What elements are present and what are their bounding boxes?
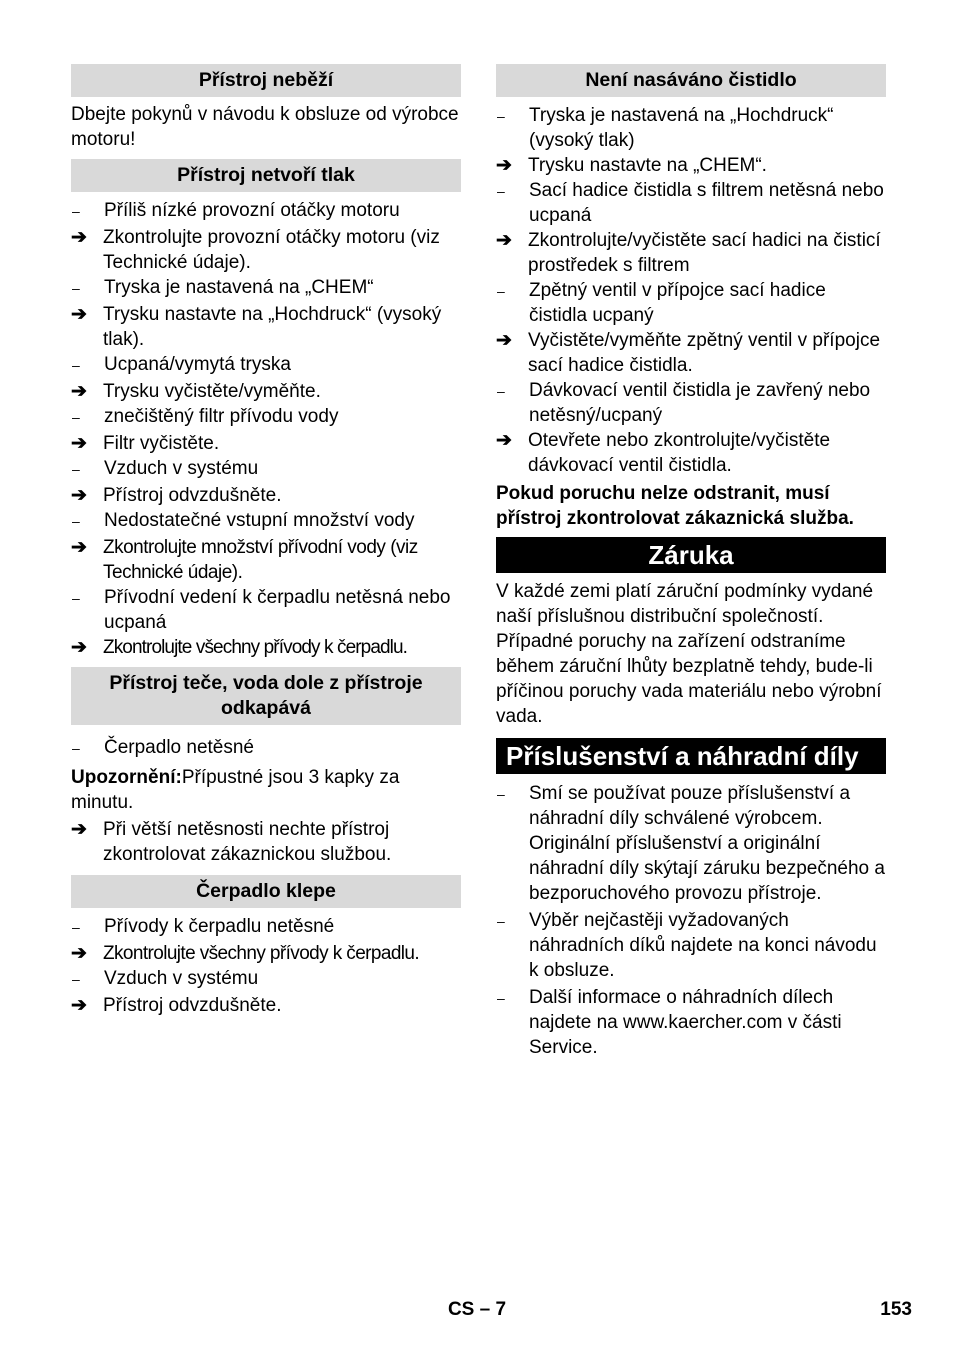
list-item: ➔ Při větší netěsnosti nechte přístroj zkontrolovat zákaznickou službou. (71, 819, 392, 865)
arrow-icon: ➔ (496, 330, 512, 351)
dash-marker: – (72, 280, 80, 296)
list-item: ➔ Přístroj odvzdušněte. (71, 995, 282, 1016)
warranty-text: V každé zemi platí záruční podmínky vydané naší příslušnou distribuční společností. Případné poruchy na zařízení odstraníme během záruční lhůty bezplatně tehdy, bude-li příčinou poruchy vada materiálu nebo výrobní vada. (496, 581, 882, 727)
arrow-icon: ➔ (71, 995, 87, 1016)
heading-device-not-running: Přístroj neběží (71, 64, 461, 97)
list-item: – Smí se používat pouze příslušenství a náhradní díly schválené výrobcem. Originální příslušenství a originální náhradní díly skýtají záruku bezpečného a bezporuchového provozu přístroje. (497, 783, 885, 904)
list-item: – Čerpadlo netěsné (71, 735, 461, 762)
dash-marker: – (497, 383, 505, 399)
arrow-icon: ➔ (71, 637, 87, 658)
list-item: ➔ Vyčistěte/vyměňte zpětný ventil v přípojce sací hadice čistidla. (496, 330, 881, 376)
service-note: Pokud poruchu nelze odstranit, musí přístroj zkontrolovat zákaznická služba. (496, 483, 854, 529)
left-column (71, 64, 461, 1018)
arrow-icon: ➔ (496, 230, 512, 251)
arrow-icon: ➔ (496, 430, 512, 451)
list-item: ➔ Zkontrolujte množství přívodní vody (viz Technické údaje). (71, 537, 418, 583)
dash-marker: – (497, 183, 505, 199)
list-item: – Přívodní vedení k čerpadlu netěsná nebo ucpaná (72, 587, 451, 633)
dash-marker: – (72, 740, 80, 756)
heading-device-leaking: Přístroj teče, voda dole z přístroje odkapává (71, 667, 461, 725)
dash-marker: – (497, 990, 505, 1006)
list-item: ➔ Trysku vyčistěte/vyměňte. (71, 381, 321, 402)
note-text: Přípustné jsou 3 kapky za minutu. (71, 767, 400, 813)
list-item: ➔ Zkontrolujte všechny přívody k čerpadlu. (71, 637, 408, 658)
page-number: 153 (880, 1299, 912, 1320)
dash-marker: – (497, 108, 505, 124)
arrow-icon: ➔ (71, 433, 87, 454)
list-item: – Nedostatečné vstupní množství vody (71, 508, 461, 535)
list-item: – Vzduch v systému (71, 966, 461, 993)
list-item: ➔ Zkontrolujte provozní otáčky motoru (viz Technické údaje). (71, 227, 440, 273)
footer-section-label: CS – 7 (447, 1299, 507, 1320)
arrow-icon: ➔ (71, 485, 87, 506)
leaking-list (71, 735, 461, 867)
list-item: – Výběr nejčastěji vyžadovaných náhradních díků najdete na konci návodu k obsluze. (497, 910, 877, 981)
list-item: ➔ Filtr vyčistěte. (71, 433, 220, 454)
dash-marker: – (72, 203, 80, 219)
list-item: – Dávkovací ventil čistidla je zavřený nebo netěsný/ucpaný (497, 380, 871, 426)
list-item: ➔ Trysku nastavte na „CHEM“. (496, 155, 767, 176)
heading-accessories: Příslušenství a náhradní díly (496, 738, 886, 774)
dash-marker: – (72, 513, 80, 529)
engine-manual-note: Dbejte pokynů v návodu k obsluze od výrobce motoru! (71, 104, 459, 150)
dash-marker: – (497, 283, 505, 299)
list-item: – Přívody k čerpadlu netěsné (71, 914, 461, 941)
list-item: ➔ Trysku nastavte na „Hochdruck“ (vysoký tlak). (71, 304, 442, 350)
list-item: – Tryska je nastavená na „Hochdruck“ (vysoký tlak) (497, 105, 834, 151)
list-item: – Ucpaná/vymytá tryska (71, 352, 461, 379)
list-item: – znečištěný filtr přívodu vody (71, 404, 461, 431)
arrow-icon: ➔ (71, 943, 87, 964)
heading-warranty: Záruka (496, 537, 886, 573)
list-item: – Tryska je nastavená na „CHEM“ (71, 275, 461, 302)
dash-marker: – (72, 461, 80, 477)
dash-marker: – (72, 357, 80, 373)
detergent-list (496, 103, 886, 478)
arrow-icon: ➔ (71, 381, 87, 402)
note-paragraph (71, 765, 461, 815)
dash-marker: – (72, 971, 80, 987)
no-pressure-list (71, 198, 461, 660)
list-item: – Další informace o náhradních dílech najdete na www.kaercher.com v části Service. (497, 987, 842, 1058)
arrow-icon: ➔ (71, 537, 87, 558)
dash-marker: – (72, 409, 80, 425)
heading-no-pressure: Přístroj netvoří tlak (71, 159, 461, 192)
heading-pump-knocking: Čerpadlo klepe (71, 875, 461, 908)
right-column (496, 64, 886, 1060)
list-item: – Vzduch v systému (71, 456, 461, 483)
arrow-icon: ➔ (496, 155, 512, 176)
list-item: – Zpětný ventil v přípojce sací hadice čistidla ucpaný (497, 280, 826, 326)
heading-detergent-not-sucked: Není nasáváno čistidlo (496, 64, 886, 97)
dash-marker: – (72, 919, 80, 935)
list-item: ➔ Zkontrolujte/vyčistěte sací hadici na čisticí prostředek s filtrem (496, 230, 881, 276)
list-item: – Příliš nízké provozní otáčky motoru (71, 198, 461, 225)
accessories-list (496, 781, 886, 1060)
list-item: ➔ Přístroj odvzdušněte. (71, 485, 282, 506)
dash-marker: – (497, 913, 505, 929)
arrow-icon: ➔ (71, 227, 87, 248)
pump-knocking-list (71, 914, 461, 1018)
dash-marker: – (72, 590, 80, 606)
arrow-icon: ➔ (71, 304, 87, 325)
list-item: ➔ Zkontrolujte všechny přívody k čerpadlu. (71, 943, 420, 964)
arrow-icon: ➔ (71, 819, 87, 840)
list-item: ➔ Otevřete nebo zkontrolujte/vyčistěte dávkovací ventil čistidla. (496, 430, 831, 476)
note-label: Upozornění: (71, 767, 182, 788)
list-item: – Sací hadice čistidla s filtrem netěsná nebo ucpaná (497, 180, 884, 226)
dash-marker: – (497, 786, 505, 802)
